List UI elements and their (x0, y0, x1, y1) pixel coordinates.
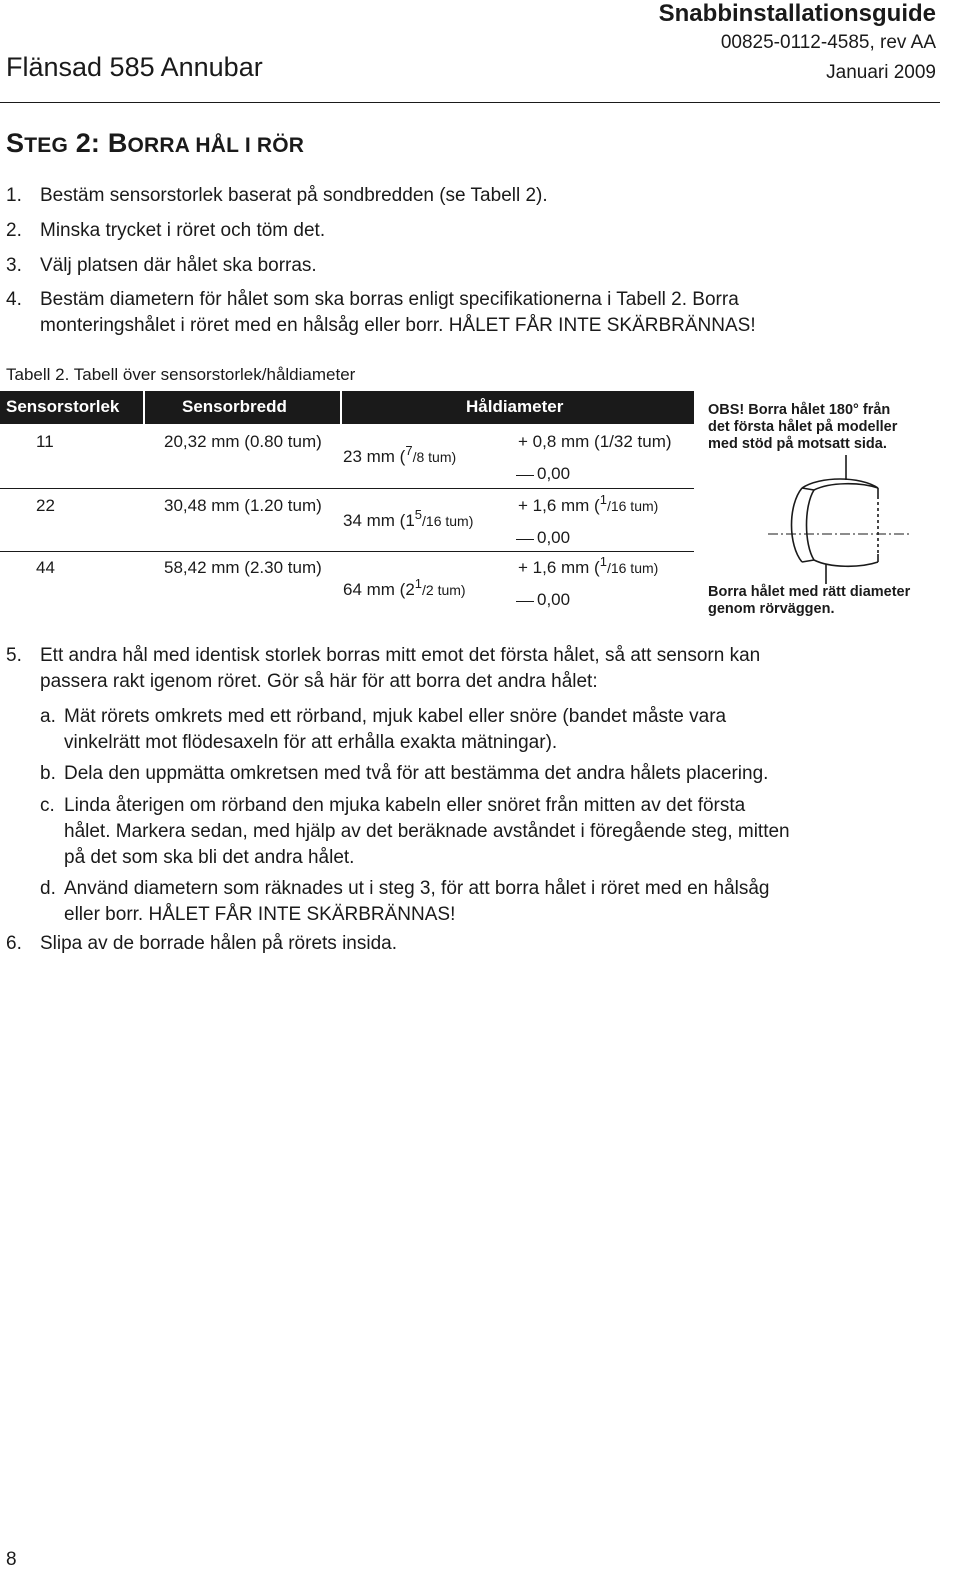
substep-letter: c. (40, 795, 55, 816)
step-item-5-cont: passera rakt igenom röret. Gör så här för att borra det andra hålet: (40, 671, 598, 692)
step-number: 2. (6, 220, 22, 241)
step-heading-part: 2: (68, 128, 108, 158)
step-number: 1. (6, 185, 22, 206)
step-number: 3. (6, 255, 22, 276)
hole-text: 23 mm ( (343, 447, 406, 466)
step-text: Ett andra hål med identisk storlek borras mitt emot det första hålet, så att sensorn kan (40, 645, 761, 666)
table-cell-size: 22 (36, 496, 55, 515)
substep-text: Dela den uppmätta omkretsen med två för att bestämma det andra hålets placering. (64, 763, 769, 784)
note-line: OBS! Borra hålet 180° från (708, 402, 891, 418)
table-cell-tol-plus (518, 554, 659, 578)
table-header-size: Sensorstorlek (6, 397, 120, 416)
step-heading-part: B (107, 128, 128, 158)
minus-sign (516, 475, 534, 476)
table-cell-tol-minus: 0,00 (537, 590, 571, 609)
hole-text: 64 mm (2 (343, 580, 415, 599)
table-cell-hole (343, 507, 474, 531)
step-heading (6, 128, 304, 159)
step-text: Bestäm sensorstorlek baserat på sondbredden (se Tabell 2). (40, 185, 548, 206)
tol-fraction-den: /16 tum) (606, 560, 659, 576)
table-cell-tol-plus: + 0,8 mm (1/32 tum) (518, 432, 672, 451)
note-line: genom rörväggen. (708, 601, 835, 617)
table-caption: Tabell 2. Tabell över sensorstorlek/håldiameter (6, 365, 356, 384)
note-line: med stöd på motsatt sida. (708, 436, 887, 452)
tol-fraction-num: 1 (599, 554, 607, 569)
table-header-divider (143, 391, 145, 424)
product-name: Flänsad 585 Annubar (6, 52, 263, 82)
substep-text: Använd diametern som räknades ut i steg 3, för att borra hålet i röret med en hålsåg (64, 878, 770, 899)
minus-sign (516, 539, 534, 540)
step-item-5 (6, 643, 760, 669)
tol-fraction-num: 1 (599, 492, 607, 507)
step-number: 5. (6, 645, 22, 666)
hole-fraction-den: /16 tum) (422, 513, 474, 529)
document-date: Januari 2009 (826, 62, 936, 83)
table-cell-tol-minus: 0,00 (537, 464, 571, 483)
step-heading-part: S (6, 128, 25, 158)
hole-text: 34 mm (1 (343, 511, 415, 530)
note-line: det första hålet på modeller (708, 419, 898, 435)
document-number: 00825-0112-4585, rev AA (720, 32, 936, 53)
step-text: Slipa av de borrade hålen på rörets insida. (40, 933, 398, 954)
table-cell-width: 58,42 mm (2.30 tum) (164, 558, 322, 577)
header-rule (0, 102, 940, 103)
substep-text: vinkelrätt mot flödesaxeln för att erhålla exakta mätningar). (64, 732, 558, 753)
step-item-1 (6, 183, 548, 209)
note-line: Borra hålet med rätt diameter (708, 584, 911, 600)
tol-fraction-den: /16 tum) (606, 498, 659, 514)
table-cell-size: 11 (36, 432, 54, 451)
substep-d (40, 876, 770, 928)
table-cell-width: 30,48 mm (1.20 tum) (164, 496, 322, 515)
note-bottom (708, 584, 910, 618)
pipe-illustration (760, 450, 920, 590)
table-cell-hole (343, 443, 457, 467)
substep-b (40, 761, 768, 787)
table-header-divider (340, 391, 342, 424)
page-number: 8 (6, 1549, 17, 1570)
step-item-4-cont: monteringshålet i röret med en hålsåg eller borr. HÅLET FÅR INTE SKÄRBRÄNNAS! (40, 315, 756, 336)
step-number: 6. (6, 933, 22, 954)
table-cell-tol-minus: 0,00 (537, 528, 571, 547)
table-row-rule (0, 488, 694, 489)
substep-a (40, 704, 726, 756)
table-header-hole: Håldiameter (466, 397, 564, 416)
substep-text: hålet. Markera sedan, med hjälp av det beräknade avståndet i föregående steg, mitten (64, 821, 790, 842)
step-item-2 (6, 218, 325, 244)
step-text: Välj platsen där hålet ska borras. (40, 255, 317, 276)
table-cell-tol-plus (518, 492, 659, 516)
step-text: Minska trycket i röret och töm det. (40, 220, 326, 241)
minus-sign (516, 601, 534, 602)
step-heading-part: TEG (24, 134, 68, 157)
hole-fraction-num: 7 (405, 443, 413, 458)
tol-text: + 1,6 mm ( (518, 558, 600, 577)
substep-c (40, 793, 790, 871)
substep-letter: a. (40, 706, 56, 727)
hole-fraction-num: 5 (414, 507, 423, 522)
tol-text: + 1,6 mm ( (518, 496, 600, 515)
step-item-6 (6, 931, 397, 957)
substep-text: eller borr. HÅLET FÅR INTE SKÄRBRÄNNAS! (64, 904, 456, 925)
step-item-3 (6, 253, 317, 279)
step-item-4 (6, 287, 739, 313)
table-cell-width: 20,32 mm (0.80 tum) (164, 432, 322, 451)
table-cell-hole (343, 576, 466, 600)
guide-title: Snabbinstallationsguide (658, 0, 936, 27)
substep-text: Linda återigen om rörband den mjuka kabeln eller snöret från mitten av det första (64, 795, 746, 816)
note-top (708, 402, 897, 453)
step-text: Bestäm diametern för hålet som ska borras enligt specifikationerna i Tabell 2. Borra (40, 289, 739, 310)
table-header-width: Sensorbredd (182, 397, 287, 416)
table-row-rule (0, 551, 694, 552)
hole-fraction-den: /8 tum) (412, 449, 457, 465)
substep-letter: d. (40, 878, 56, 899)
hole-fraction-den: /2 tum) (422, 582, 466, 598)
substep-text: Mät rörets omkrets med ett rörband, mjuk kabel eller snöre (bandet måste vara (64, 706, 727, 727)
table-cell-size: 44 (36, 558, 55, 577)
substep-letter: b. (40, 763, 56, 784)
hole-fraction-num: 1 (414, 576, 423, 591)
step-heading-part: ORRA HÅL I RÖR (127, 134, 305, 157)
substep-text: på det som ska bli det andra hålet. (64, 847, 355, 868)
step-number: 4. (6, 289, 22, 310)
